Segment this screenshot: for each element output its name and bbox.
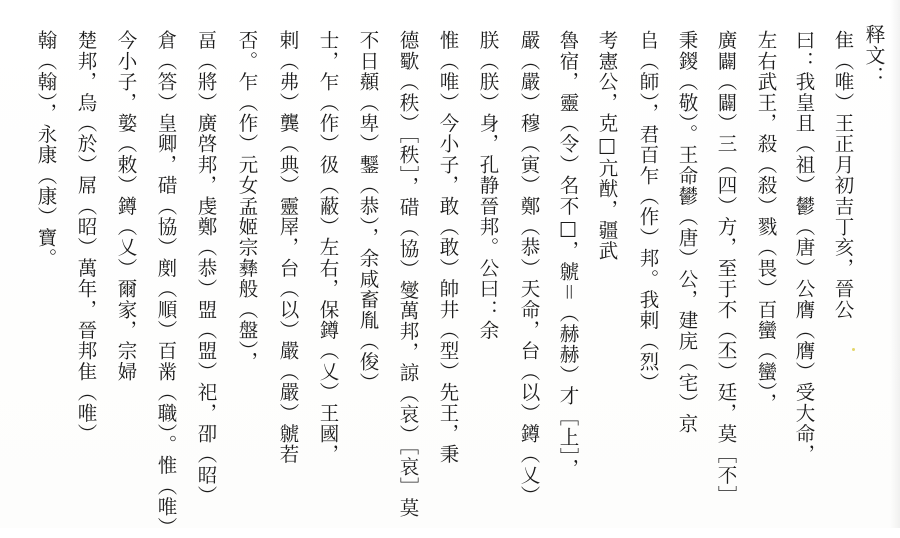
text-column-20: 楚邦，烏（於）屌（昭）萬年，晉邦隹（唯） (74, 30, 98, 444)
page-edge-shadow (890, 0, 900, 528)
text-column-21: 翰（翰），永康（康）寶。 (34, 30, 58, 269)
text-column-15: 剌（弗）龔（典）靈屖，台（以）嚴（嚴）虩若 (276, 30, 300, 465)
text-column-9: 嚴（嚴）穆（寅）鄭（恭）天命，台（以）鐏（乂） (517, 30, 541, 507)
text-column-6: 𠂤（師），君百乍（作）邦。我剌（烈） (636, 30, 660, 393)
text-column-16: 否。乍（作）元女孟姬宗彝般（盤）， (235, 30, 259, 373)
text-column-18: 倉（答）皇卿，碏（協）剫（順）百黹（職）。惟（唯） (154, 30, 178, 538)
text-column-17: 畐（將）廣啓邦，虔鄭（恭）盟（盟）祀，卲（昭） (194, 30, 218, 507)
text-column-2: 曰：我皇且（祖）鬰（唐）公膺（膺）受大命， (792, 30, 816, 465)
text-column-8: 魯宿，靈（令）名不□，虩＝（赫赫）才［上］， (556, 30, 580, 480)
text-column-11: 惟（唯）今小子，敢（敢）帥井（型）先王，秉 (436, 30, 460, 465)
text-column-3: 左右武王，殺（殺）戮（畏）百蠻（蠻）， (754, 30, 778, 414)
text-column-12: 德歜（秩）［秩］，碏（協）燮萬邦，諒（哀）［哀］莫 (396, 30, 420, 519)
text-column-10: 朕（朕）身，孔静晉邦。公曰：余 (476, 30, 500, 341)
text-column-7: 考憲公，克□亢猷，疆武 (595, 30, 619, 262)
text-column-19: 今小子，嬜（敕）鐏（乂）爾家，宗婦 (114, 30, 138, 382)
text-column-1: 隹（唯）王正月初吉丁亥，晉公 (831, 30, 855, 320)
text-column-13: 不日顤（卑）鑋（恭），余咸畜胤（俊） (356, 30, 380, 393)
text-column-14: 士，乍（作）彶（蔽）左右，保鐏（乂）王國， (316, 30, 340, 465)
yellow-mark (852, 348, 855, 351)
heading-shiwen: 释文： (862, 24, 886, 87)
text-column-4: 廣闢（闢）三（四）方，至于不（丕）廷，莫［不］ (714, 30, 738, 507)
text-column-5: 秉鍐（敬）。王命鬰（唐）公，建庑（宅）京 (675, 30, 699, 435)
